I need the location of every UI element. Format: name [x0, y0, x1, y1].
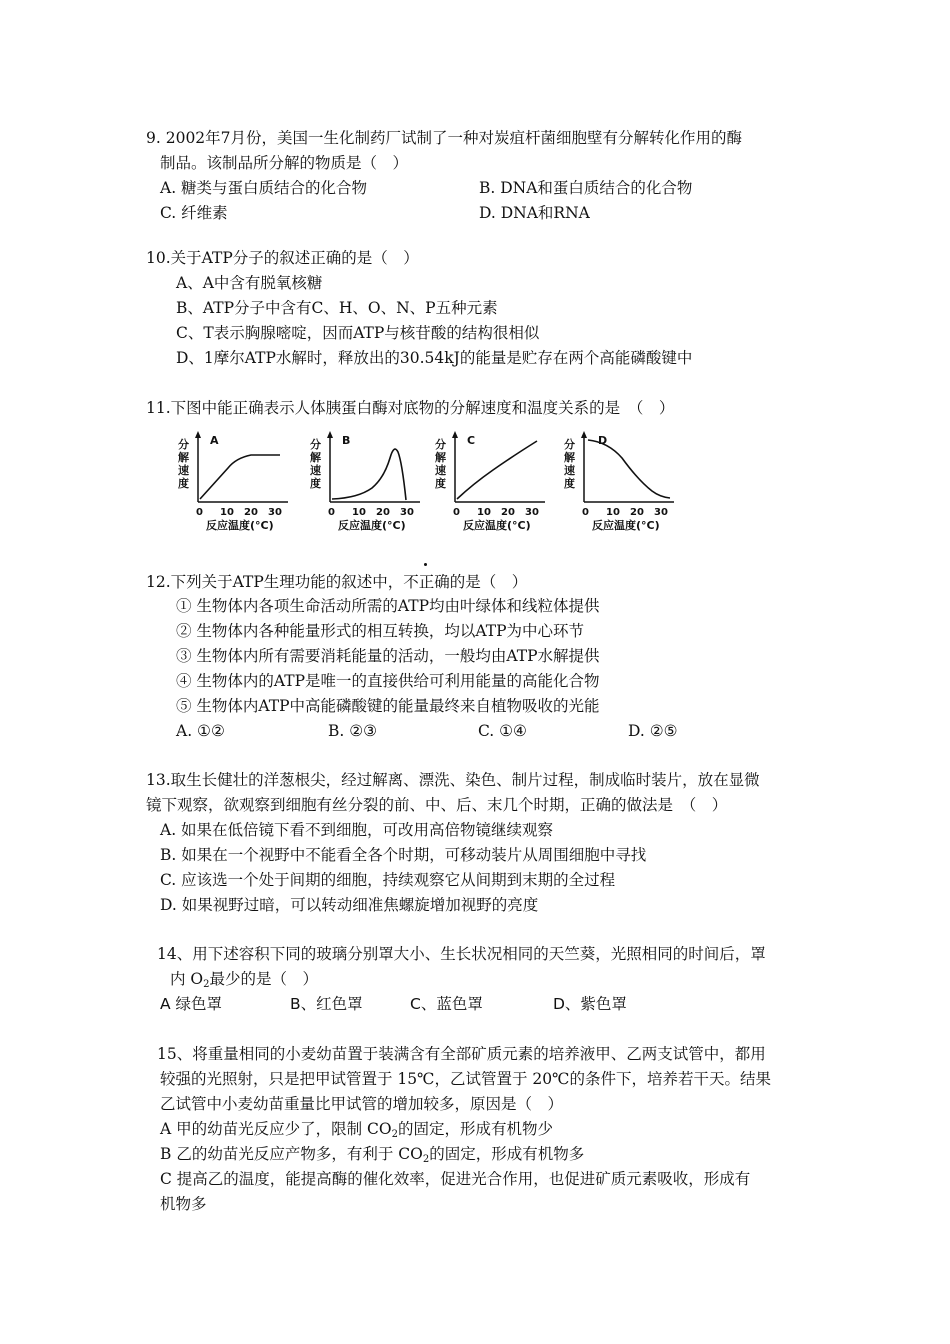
svg-text:解: 解	[435, 451, 446, 464]
svg-text:速: 速	[310, 464, 321, 477]
svg-text:速: 速	[435, 464, 446, 477]
graph-a	[178, 431, 288, 532]
svg-text:分: 分	[310, 438, 321, 451]
q15-stem-line1: 15、将重量相同的小麦幼苗置于装满含有全部矿质元素的培养液甲、乙两支试管中，都用	[157, 1045, 766, 1063]
q12-option-d: D. ②⑤	[628, 722, 678, 740]
curve-a	[200, 455, 280, 499]
q15-option-c-line2: 机物多	[160, 1195, 207, 1213]
y-axis-arrow	[195, 431, 201, 438]
graph-xlabel: 反应温度(°C)	[206, 519, 274, 532]
q13-option-b: B. 如果在一个视野中不能看全各个时期，可移动装片从周围细胞中寻找	[160, 846, 647, 864]
graph-c	[435, 431, 545, 532]
q13-option-c: C. 应该选一个处于间期的细胞，持续观察它从间期到末期的全过程	[160, 871, 616, 889]
svg-text:0: 0	[328, 507, 335, 518]
q15-stem-line3: 乙试管中小麦幼苗重量比甲试管的增加较多，原因是（ ）	[160, 1095, 564, 1113]
q13-stem-line1: 13.取生长健壮的洋葱根尖，经过解离、漂洗、染色、制片过程，制成临时装片，放在显微	[146, 771, 760, 789]
graph-label: D	[598, 434, 608, 447]
q12-statement-4: ④ 生物体内的ATP是唯一的直接供给可利用能量的高能化合物	[176, 672, 600, 690]
q9-stem-line2: 制品。该制品所分解的物质是（ ）	[160, 154, 409, 172]
q14-stem-line2: 内 $O_2$最少的是（ ）	[170, 970, 319, 990]
graph-ylabel-char: 度	[178, 477, 189, 490]
svg-text:20: 20	[244, 507, 258, 518]
svg-text:分: 分	[564, 438, 575, 451]
q14-option-b: B、红色罩	[290, 995, 363, 1013]
svg-text:分: 分	[435, 438, 446, 451]
stray-dot	[424, 563, 427, 566]
svg-text:30: 30	[268, 507, 282, 518]
svg-text:20: 20	[501, 507, 515, 518]
q15-option-b: B 乙的幼苗光反应产物多，有利于 $CO_2$的固定，形成有机物多	[160, 1145, 585, 1165]
graph-b	[310, 431, 420, 532]
svg-text:0: 0	[196, 507, 203, 518]
q14-option-a: A 绿色罩	[160, 995, 223, 1013]
q9-option-d: D. DNA和RNA	[479, 204, 590, 222]
svg-text:30: 30	[525, 507, 539, 518]
graph-label: B	[342, 434, 351, 447]
svg-text:20: 20	[630, 507, 644, 518]
q12-stem: 12.下列关于ATP生理功能的叙述中，不正确的是（ ）	[146, 573, 528, 591]
q13-option-a: A. 如果在低倍镜下看不到细胞，可改用高倍物镜继续观察	[160, 821, 554, 839]
q14-stem-line1: 14、用下述容积下同的玻璃分别罩大小、生长状况相同的天竺葵，光照相同的时间后，罩	[157, 945, 766, 963]
q13-option-d: D. 如果视野过暗，可以转动细准焦螺旋增加视野的亮度	[160, 896, 539, 914]
svg-text:30: 30	[400, 507, 414, 518]
q12-option-b: B. ②③	[328, 722, 378, 740]
graph-ylabel-char: 解	[178, 451, 189, 464]
svg-text:20: 20	[376, 507, 390, 518]
q11-stem: 11.下图中能正确表示人体胰蛋白酶对底物的分解速度和温度关系的是 （ ）	[146, 399, 675, 417]
q9-option-c: C. 纤维素	[160, 204, 228, 222]
q9-stem-line1: 9. 2002年7月份，美国一生化制药厂试制了一种对炭疽杆菌细胞壁有分解转化作用的酶	[146, 129, 743, 147]
q15-option-a: A 甲的幼苗光反应少了，限制 $CO_2$的固定，形成有机物少	[160, 1120, 554, 1140]
svg-text:0: 0	[582, 507, 589, 518]
q10-option-a: A、A中含有脱氧核糖	[176, 274, 323, 292]
curve-d	[588, 440, 670, 498]
svg-text:度: 度	[435, 477, 446, 490]
q12-statement-3: ③ 生物体内所有需要消耗能量的活动，一般均由ATP水解提供	[176, 647, 600, 665]
curve-b	[332, 449, 406, 500]
graph-label: A	[210, 434, 219, 447]
curve-c	[457, 441, 537, 499]
q10-stem: 10.关于ATP分子的叙述正确的是（ ）	[146, 249, 419, 267]
graph-label: C	[467, 434, 476, 447]
svg-text:10: 10	[220, 507, 234, 518]
q12-statement-5: ⑤ 生物体内ATP中高能磷酸键的能量最终来自植物吸收的光能	[176, 697, 600, 715]
q10-option-c: C、T表示胸腺嘧啶，因而ATP与核苷酸的结构很相似	[176, 324, 540, 342]
svg-text:解: 解	[310, 451, 321, 464]
svg-text:反应温度(°C): 反应温度(°C)	[592, 519, 660, 532]
q12-statement-1: ① 生物体内各项生命活动所需的ATP均由叶绿体和线粒体提供	[176, 597, 600, 615]
svg-text:解: 解	[564, 451, 575, 464]
q15-option-c-line1: C 提高乙的温度，能提高酶的催化效率，促进光合作用，也促进矿质元素吸收，形成有	[160, 1170, 751, 1188]
q12-option-a: A. ①②	[176, 722, 225, 740]
svg-text:10: 10	[352, 507, 366, 518]
svg-text:反应温度(°C): 反应温度(°C)	[463, 519, 531, 532]
svg-text:速: 速	[564, 464, 575, 477]
graph-ylabel-char: 分	[178, 438, 189, 451]
q14-option-c: C、蓝色罩	[410, 995, 483, 1013]
q12-statement-2: ② 生物体内各种能量形式的相互转换，均以ATP为中心环节	[176, 622, 585, 640]
q12-option-c: C. ①④	[478, 722, 527, 740]
svg-text:度: 度	[310, 477, 321, 490]
q13-stem-line2: 镜下观察，欲观察到细胞有丝分裂的前、中、后、末几个时期，正确的做法是 （ ）	[146, 796, 728, 814]
svg-text:10: 10	[477, 507, 491, 518]
q11-figure	[176, 428, 676, 534]
svg-text:10: 10	[606, 507, 620, 518]
svg-text:度: 度	[564, 477, 575, 490]
q10-option-b: B、ATP分子中含有C、H、O、N、P五种元素	[176, 299, 498, 317]
graph-ylabel-char: 速	[178, 464, 189, 477]
q9-option-b: B. DNA和蛋白质结合的化合物	[479, 179, 693, 197]
svg-text:反应温度(°C): 反应温度(°C)	[338, 519, 406, 532]
q15-stem-line2: 较强的光照射，只是把甲试管置于 15℃，乙试管置于 20℃的条件下，培养若干天。结果	[160, 1070, 771, 1088]
q10-option-d: D、1摩尔ATP水解时，释放出的30.54kJ的能量是贮存在两个高能磷酸键中	[176, 349, 693, 367]
q14-option-d: D、紫色罩	[553, 995, 627, 1013]
svg-text:30: 30	[654, 507, 668, 518]
graph-d	[564, 431, 674, 532]
q9-option-a: A. 糖类与蛋白质结合的化合物	[160, 179, 368, 197]
svg-text:0: 0	[453, 507, 460, 518]
